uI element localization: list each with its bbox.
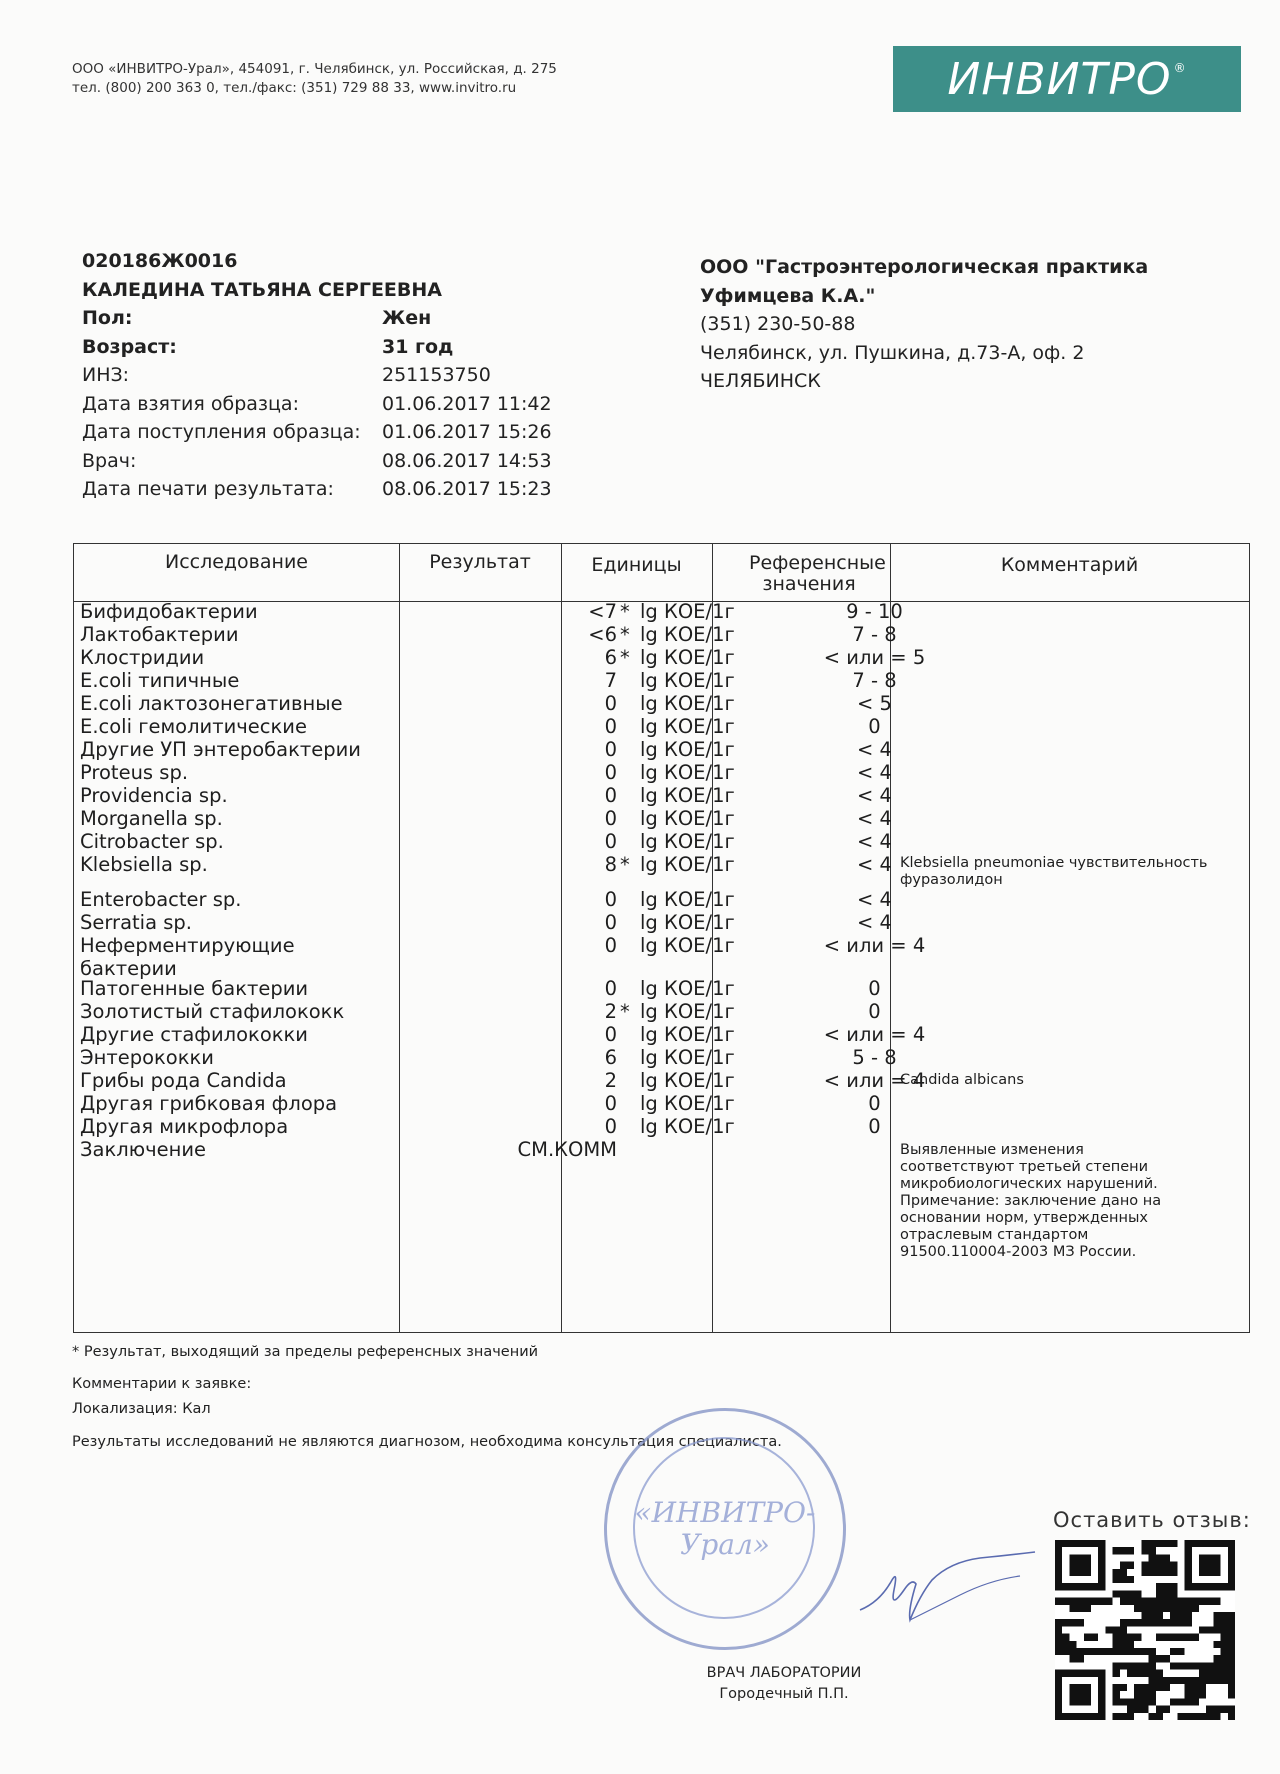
patient-field xyxy=(82,475,552,504)
unit: lg КОЕ/1г xyxy=(640,1023,735,1046)
test-name: E.coli гемолитические xyxy=(80,715,307,738)
reference-range: < 4 xyxy=(857,853,892,876)
reference-range: < или = 5 xyxy=(823,646,926,669)
patient-name: КАЛЕДИНА ТАТЬЯНА СЕРГЕЕВНА xyxy=(82,278,442,301)
result-value: 8 xyxy=(604,853,617,876)
out-of-range-flag: * xyxy=(620,623,630,646)
test-name: Грибы рода Candida xyxy=(80,1069,287,1092)
result-value: 0 xyxy=(604,715,617,738)
unit: lg КОЕ/1г xyxy=(640,911,735,934)
clinic-city: ЧЕЛЯБИНСК xyxy=(700,370,821,392)
test-name: Бифидобактерии xyxy=(80,600,258,623)
result-value: 0 xyxy=(604,692,617,715)
clinic-info xyxy=(700,253,1148,396)
field-value: 251153750 xyxy=(382,364,491,386)
result-value: СМ.КОММ xyxy=(517,1138,617,1161)
unit: lg КОЕ/1г xyxy=(640,692,735,715)
unit: lg КОЕ/1г xyxy=(640,1092,735,1115)
test-name: E.coli лактозонегативные xyxy=(80,692,343,715)
patient-field xyxy=(82,333,552,362)
clinic-address: Челябинск, ул. Пушкина, д.73-А, оф. 2 xyxy=(700,341,1085,364)
lab-header-info xyxy=(72,60,557,98)
clinic-name-line1: ООО "Гастроэнтерологическая практика xyxy=(700,256,1149,278)
result-value: 0 xyxy=(604,784,617,807)
result-value: 0 xyxy=(604,888,617,911)
field-value: Жен xyxy=(382,307,432,329)
patient-field xyxy=(82,418,552,447)
field-label: Дата печати результата: xyxy=(82,478,334,500)
field-value: 31 год xyxy=(382,335,454,358)
test-name: Serratia sp. xyxy=(80,911,192,934)
test-name: Лактобактерии xyxy=(80,623,239,646)
stamp-text: «ИНВИТРО-Урал» xyxy=(634,1496,816,1561)
result-value: 0 xyxy=(604,934,617,957)
results-table xyxy=(73,543,1250,1333)
col-header-reference: Референсные значения xyxy=(749,552,886,595)
test-name: Proteus sp. xyxy=(80,761,189,784)
result-value: 0 xyxy=(604,1092,617,1115)
test-name: Citrobacter sp. xyxy=(80,830,224,853)
field-label: Возраст: xyxy=(82,335,177,358)
unit: lg КОЕ/1г xyxy=(640,738,735,761)
unit: lg КОЕ/1г xyxy=(640,1069,735,1092)
localization: Локализация: Кал xyxy=(72,1401,211,1417)
result-value: 0 xyxy=(604,830,617,853)
request-comments: Комментарии к заявке: xyxy=(72,1376,252,1392)
reference-range: 0 xyxy=(868,715,881,738)
field-label: Врач: xyxy=(82,449,137,472)
reference-range: 9 - 10 xyxy=(846,600,903,623)
lab-contacts-line: тел. (800) 200 363 0, тел./факс: (351) 729 88 33, www.invitro.ru xyxy=(72,80,517,96)
reference-range: 7 - 8 xyxy=(852,669,897,692)
field-value: 01.06.2017 15:26 xyxy=(382,421,552,443)
reference-range: < 4 xyxy=(857,830,892,853)
result-value: 7 xyxy=(604,669,617,692)
invitro-logo xyxy=(893,46,1241,112)
field-label: Пол: xyxy=(82,307,133,329)
unit: lg КОЕ/1г xyxy=(640,1046,735,1069)
feedback-label: Оставить отзыв: xyxy=(1053,1508,1251,1532)
test-name: Другие стафилококки xyxy=(80,1023,308,1046)
reference-range: < 5 xyxy=(857,692,892,715)
col-header-result: Результат xyxy=(429,551,531,573)
doctor-title: ВРАЧ ЛАБОРАТОРИИ xyxy=(706,1665,862,1681)
test-name: Enterobacter sp. xyxy=(80,888,242,911)
unit: lg КОЕ/1г xyxy=(640,888,735,911)
reference-range: < 4 xyxy=(857,807,892,830)
reference-range: < 4 xyxy=(857,911,892,934)
disclaimer: Результаты исследований не являются диагнозом, необходима консультация специалиста. xyxy=(72,1434,782,1450)
comment: Выявленные изменения соответствуют третьей степени микробиологических нарушений. Примечание: заключение дано на основании норм, утвержденных отраслевым стандартом 91500.110004-2003 МЗ России. xyxy=(900,1142,1162,1260)
unit: lg КОЕ/1г xyxy=(640,784,735,807)
result-value: 0 xyxy=(604,738,617,761)
result-value: 2 xyxy=(604,1069,617,1092)
result-value: 0 xyxy=(604,807,617,830)
clinic-name-line2: Уфимцева К.А." xyxy=(700,284,876,307)
col-header-comment: Комментарий xyxy=(1000,554,1139,576)
result-value: 2 xyxy=(604,1000,617,1023)
out-of-range-flag: * xyxy=(620,1000,630,1023)
reference-range: < или = 4 xyxy=(823,934,926,957)
field-value: 08.06.2017 15:23 xyxy=(382,478,552,500)
field-label: ИНЗ: xyxy=(82,364,130,386)
feedback-qr-code[interactable] xyxy=(1055,1540,1235,1720)
test-name: Другая грибковая флора xyxy=(80,1092,338,1115)
reference-range: < 4 xyxy=(857,784,892,807)
result-value: <7 xyxy=(588,600,617,623)
out-of-range-note: * Результат, выходящий за пределы референсных значений xyxy=(72,1344,539,1360)
unit: lg КОЕ/1г xyxy=(640,830,735,853)
out-of-range-flag: * xyxy=(620,853,630,876)
unit: lg КОЕ/1г xyxy=(640,934,735,957)
reference-range: < 4 xyxy=(857,761,892,784)
col-header-test: Исследование xyxy=(164,551,308,573)
unit: lg КОЕ/1г xyxy=(640,646,735,669)
unit: lg КОЕ/1г xyxy=(640,600,735,623)
result-value: 0 xyxy=(604,761,617,784)
reference-range: < 4 xyxy=(857,738,892,761)
patient-field xyxy=(82,304,552,333)
reference-range: 5 - 8 xyxy=(852,1046,897,1069)
test-name: Неферментирующие бактерии xyxy=(80,934,295,980)
unit: lg КОЕ/1г xyxy=(640,1000,735,1023)
logo-mark: ® xyxy=(1173,61,1187,75)
logo-text: ИНВИТРО xyxy=(947,53,1172,105)
unit: lg КОЕ/1г xyxy=(640,669,735,692)
reference-range: 7 - 8 xyxy=(852,623,897,646)
unit: lg КОЕ/1г xyxy=(640,1115,735,1138)
test-name: Другая микрофлора xyxy=(80,1115,289,1138)
test-name: Патогенные бактерии xyxy=(80,977,309,1000)
reference-range: < 4 xyxy=(857,888,892,911)
result-value: 0 xyxy=(604,977,617,1000)
clinic-phone: (351) 230-50-88 xyxy=(700,313,856,335)
unit: lg КОЕ/1г xyxy=(640,761,735,784)
reference-range: 0 xyxy=(868,977,881,1000)
patient-id: 020186Ж0016 xyxy=(82,250,238,272)
out-of-range-flag: * xyxy=(620,646,630,669)
reference-range: 0 xyxy=(868,1000,881,1023)
result-value: <6 xyxy=(588,623,617,646)
comment: Klebsiella pneumoniae чувствительность фуразолидон xyxy=(900,855,1208,888)
comment: Candida albicans xyxy=(900,1072,1024,1088)
unit: lg КОЕ/1г xyxy=(640,853,735,876)
test-name: Morganella sp. xyxy=(80,807,223,830)
patient-field xyxy=(82,361,552,390)
test-name: Золотистый стафилококк xyxy=(80,1000,345,1023)
col-header-units: Единицы xyxy=(591,554,682,576)
reference-range: < или = 4 xyxy=(823,1023,926,1046)
field-value: 08.06.2017 14:53 xyxy=(382,449,552,472)
field-label: Дата поступления образца: xyxy=(82,421,361,443)
unit: lg КОЕ/1г xyxy=(640,807,735,830)
out-of-range-flag: * xyxy=(620,600,630,623)
patient-info xyxy=(82,247,552,504)
doctor-name: Городечный П.П. xyxy=(719,1686,849,1702)
lab-stamp xyxy=(604,1408,846,1650)
result-value: 0 xyxy=(604,1023,617,1046)
result-value: 6 xyxy=(604,1046,617,1069)
patient-field xyxy=(82,390,552,419)
result-value: 0 xyxy=(604,911,617,934)
unit: lg КОЕ/1г xyxy=(640,623,735,646)
result-value: 0 xyxy=(604,1115,617,1138)
unit: lg КОЕ/1г xyxy=(640,715,735,738)
lab-address-line: ООО «ИНВИТРО-Урал», 454091, г. Челябинск, ул. Российская, д. 275 xyxy=(72,61,557,77)
field-value: 01.06.2017 11:42 xyxy=(382,392,552,415)
doctor-block xyxy=(694,1663,874,1705)
reference-range: 0 xyxy=(868,1092,881,1115)
patient-field xyxy=(82,447,552,476)
reference-range: 0 xyxy=(868,1115,881,1138)
test-name: Энтерококки xyxy=(80,1046,214,1069)
test-name: Заключение xyxy=(80,1138,207,1161)
test-name: Другие УП энтеробактерии xyxy=(80,738,361,761)
unit: lg КОЕ/1г xyxy=(640,977,735,1000)
doctor-signature xyxy=(850,1540,1040,1640)
test-name: Providencia sp. xyxy=(80,784,228,807)
test-name: E.coli типичные xyxy=(80,669,240,692)
field-label: Дата взятия образца: xyxy=(82,392,299,415)
test-name: Клостридии xyxy=(80,646,205,669)
test-name: Klebsiella sp. xyxy=(80,853,208,876)
result-value: 6 xyxy=(604,646,617,669)
reference-range: < или = 4 xyxy=(823,1069,926,1092)
